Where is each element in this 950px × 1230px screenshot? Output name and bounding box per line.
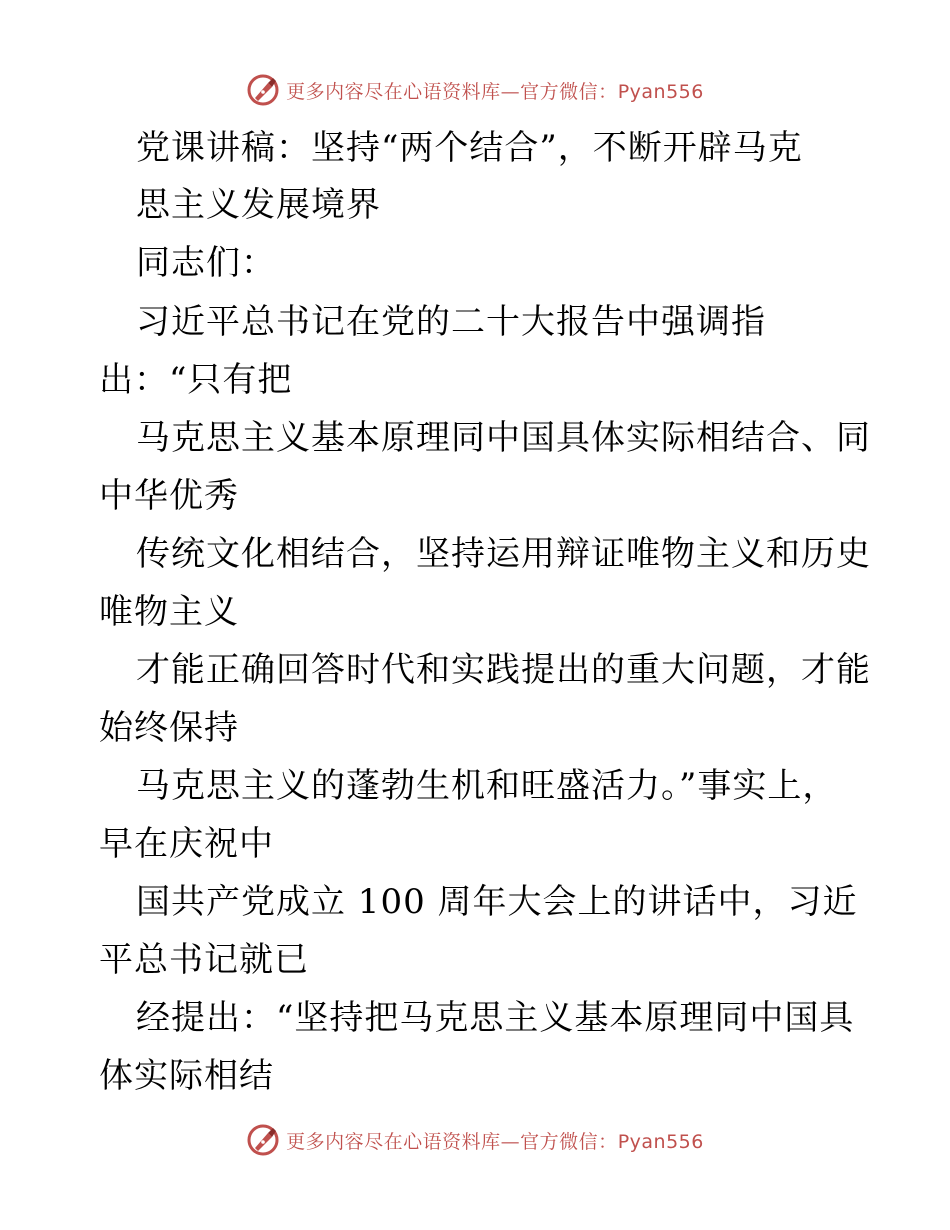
paragraph-line: 唯物主义	[99, 592, 239, 632]
banner-text	[286, 77, 704, 104]
header-banner	[0, 70, 950, 110]
paragraph-line: 始终保持	[99, 708, 239, 748]
banner-dash: —	[500, 1130, 521, 1153]
banner-wechat-label: 官方微信：	[520, 1130, 618, 1153]
banner-wechat-id: Pyan556	[617, 1130, 704, 1153]
banner-main-text: 更多内容尽在心语资料库	[286, 80, 501, 103]
banner-dash: —	[500, 80, 521, 103]
banner-wechat-label: 官方微信：	[520, 80, 618, 103]
paragraph-line: 体实际相结	[99, 1056, 274, 1096]
paragraph-line: 国共产党成立 100 周年大会上的讲话中，习近	[136, 882, 858, 922]
banner-text	[286, 1127, 704, 1154]
paragraph-line: 中华优秀	[99, 476, 239, 516]
pen-nib-logo-icon	[246, 73, 280, 107]
paragraph-line: 马克思主义基本原理同中国具体实际相结合、同	[136, 418, 871, 458]
paragraph-line: 传统文化相结合，坚持运用辩证唯物主义和历史	[136, 534, 871, 574]
document-title-line-2: 思主义发展境界	[136, 185, 381, 225]
paragraph-line: 马克思主义的蓬勃生机和旺盛活力。”事实上，	[136, 766, 838, 806]
paragraph-line: 出：“只有把	[99, 360, 293, 400]
pen-nib-logo-icon	[246, 1123, 280, 1157]
paragraph-line: 习近平总书记在党的二十大报告中强调指	[136, 302, 766, 342]
paragraph-line: 才能正确回答时代和实践提出的重大问题，才能	[136, 650, 871, 690]
footer-banner	[0, 1120, 950, 1160]
salutation: 同志们：	[136, 243, 276, 283]
banner-main-text: 更多内容尽在心语资料库	[286, 1130, 501, 1153]
paragraph-line: 经提出：“坚持把马克思主义基本原理同中国具	[136, 998, 855, 1038]
banner-wechat-id: Pyan556	[617, 80, 704, 103]
document-title-line-1: 党课讲稿：坚持“两个结合”，不断开辟马克	[136, 128, 803, 168]
paragraph-line: 早在庆祝中	[99, 824, 274, 864]
paragraph-line: 平总书记就已	[99, 940, 309, 980]
